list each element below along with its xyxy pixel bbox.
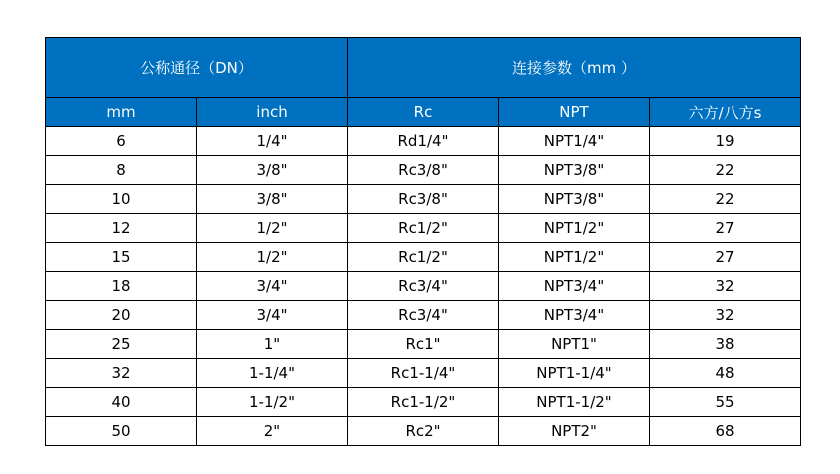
column-header-rc: Rc xyxy=(348,98,499,127)
cell-rc: Rc3/4" xyxy=(348,301,499,330)
cell-rc: Rc3/8" xyxy=(348,156,499,185)
cell-mm: 8 xyxy=(46,156,197,185)
cell-hex-oct: 27 xyxy=(650,214,801,243)
cell-hex-oct: 55 xyxy=(650,388,801,417)
table-row xyxy=(46,185,801,214)
table-row xyxy=(46,272,801,301)
cell-hex-oct: 22 xyxy=(650,185,801,214)
group-header-nominal-diameter: 公称通径（DN） xyxy=(46,38,348,98)
table-row xyxy=(46,359,801,388)
cell-npt: NPT1-1/4" xyxy=(499,359,650,388)
cell-hex-oct: 32 xyxy=(650,301,801,330)
cell-hex-oct: 68 xyxy=(650,417,801,446)
cell-rc: Rc3/4" xyxy=(348,272,499,301)
cell-mm: 15 xyxy=(46,243,197,272)
cell-rc: Rc1-1/4" xyxy=(348,359,499,388)
column-header-mm: mm xyxy=(46,98,197,127)
group-header-row xyxy=(46,38,801,98)
cell-mm: 20 xyxy=(46,301,197,330)
column-header-hex-oct: 六方/八方s xyxy=(650,98,801,127)
cell-hex-oct: 27 xyxy=(650,243,801,272)
cell-inch: 2" xyxy=(197,417,348,446)
cell-rc: Rc3/8" xyxy=(348,185,499,214)
cell-npt: NPT2" xyxy=(499,417,650,446)
cell-mm: 6 xyxy=(46,127,197,156)
cell-rc: Rc1-1/2" xyxy=(348,388,499,417)
cell-npt: NPT3/8" xyxy=(499,185,650,214)
cell-mm: 10 xyxy=(46,185,197,214)
cell-mm: 12 xyxy=(46,214,197,243)
table-row xyxy=(46,156,801,185)
cell-mm: 50 xyxy=(46,417,197,446)
table-row xyxy=(46,301,801,330)
cell-inch: 3/8" xyxy=(197,156,348,185)
table-row xyxy=(46,417,801,446)
cell-mm: 18 xyxy=(46,272,197,301)
cell-npt: NPT3/4" xyxy=(499,272,650,301)
cell-inch: 1-1/4" xyxy=(197,359,348,388)
cell-inch: 1-1/2" xyxy=(197,388,348,417)
cell-inch: 1/2" xyxy=(197,214,348,243)
column-header-npt: NPT xyxy=(499,98,650,127)
cell-inch: 3/8" xyxy=(197,185,348,214)
cell-inch: 1/4" xyxy=(197,127,348,156)
cell-npt: NPT3/8" xyxy=(499,156,650,185)
cell-npt: NPT3/4" xyxy=(499,301,650,330)
cell-npt: NPT1/2" xyxy=(499,243,650,272)
table-row xyxy=(46,127,801,156)
table-row xyxy=(46,330,801,359)
cell-hex-oct: 38 xyxy=(650,330,801,359)
cell-rc: Rd1/4" xyxy=(348,127,499,156)
cell-mm: 40 xyxy=(46,388,197,417)
cell-rc: Rc1" xyxy=(348,330,499,359)
cell-rc: Rc1/2" xyxy=(348,243,499,272)
cell-inch: 1/2" xyxy=(197,243,348,272)
cell-inch: 3/4" xyxy=(197,301,348,330)
cell-npt: NPT1/2" xyxy=(499,214,650,243)
group-header-connection-params: 连接参数（mm ） xyxy=(348,38,801,98)
column-header-row xyxy=(46,98,801,127)
cell-npt: NPT1/4" xyxy=(499,127,650,156)
cell-hex-oct: 19 xyxy=(650,127,801,156)
table-row xyxy=(46,243,801,272)
table-row xyxy=(46,388,801,417)
cell-rc: Rc1/2" xyxy=(348,214,499,243)
cell-npt: NPT1" xyxy=(499,330,650,359)
column-header-inch: inch xyxy=(197,98,348,127)
cell-mm: 25 xyxy=(46,330,197,359)
cell-inch: 1" xyxy=(197,330,348,359)
cell-hex-oct: 48 xyxy=(650,359,801,388)
cell-npt: NPT1-1/2" xyxy=(499,388,650,417)
cell-hex-oct: 22 xyxy=(650,156,801,185)
cell-mm: 32 xyxy=(46,359,197,388)
cell-rc: Rc2" xyxy=(348,417,499,446)
table-body xyxy=(46,38,801,446)
cell-hex-oct: 32 xyxy=(650,272,801,301)
pipe-spec-table xyxy=(45,37,801,446)
cell-inch: 3/4" xyxy=(197,272,348,301)
table-row xyxy=(46,214,801,243)
